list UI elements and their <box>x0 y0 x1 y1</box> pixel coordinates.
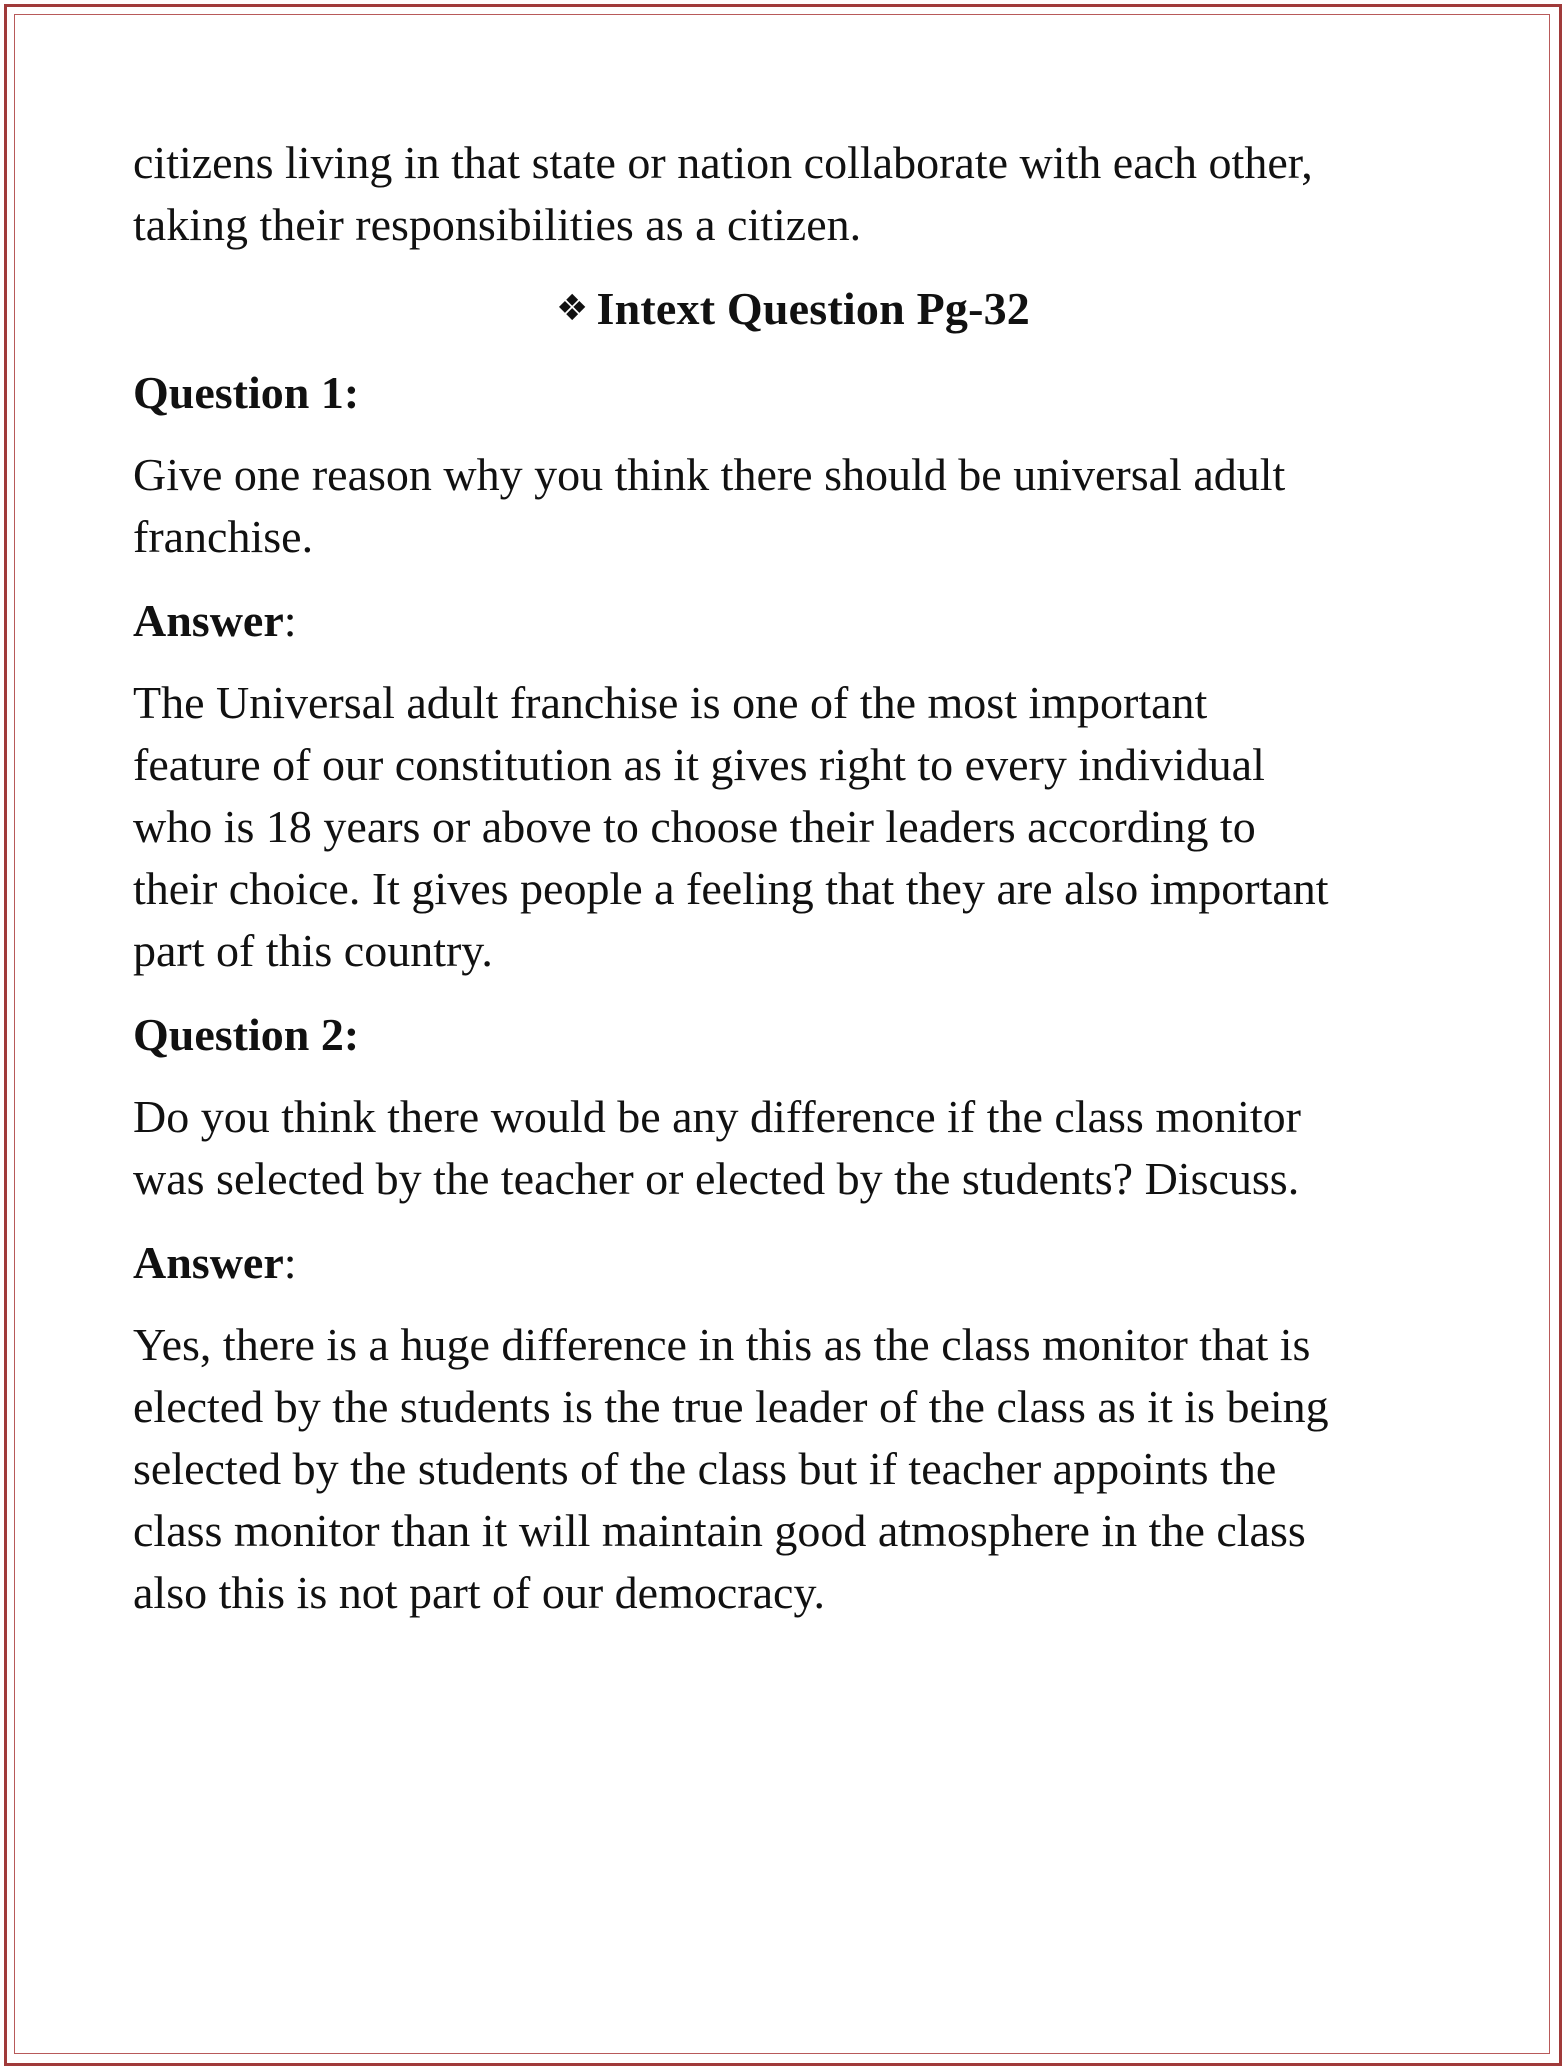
text-line: Do you think there would be any difference if the class monitor <box>133 1091 1301 1142</box>
text-line: taking their responsibilities as a citizen. <box>133 199 862 250</box>
text-line: part of this country. <box>133 925 493 976</box>
text-line: citizens living in that state or nation collaborate with each other, <box>133 137 1313 188</box>
text-line: also this is not part of our democracy. <box>133 1567 825 1618</box>
diamond-bullet-icon: ❖ <box>555 288 589 329</box>
text-line: their choice. It gives people a feeling that they are also important <box>133 863 1329 914</box>
answer-1-text <box>133 672 1453 982</box>
text-line: The Universal adult franchise is one of the most important <box>133 677 1208 728</box>
question-1-label: Question 1: <box>133 367 360 418</box>
text-line: was selected by the teacher or elected by the students? Discuss. <box>133 1153 1300 1204</box>
answer-2-label <box>133 1232 1453 1294</box>
question-1-text <box>133 444 1453 568</box>
text-line: feature of our constitution as it gives right to every individual <box>133 739 1265 790</box>
section-title: Intext Question Pg-32 <box>596 283 1030 334</box>
text-line: elected by the students is the true leader of the class as it is being <box>133 1381 1329 1432</box>
text-line: class monitor than it will maintain good atmosphere in the class <box>133 1505 1306 1556</box>
answer-1-label <box>133 590 1453 652</box>
answer-label-text: Answer <box>133 1237 284 1288</box>
answer-label-text: Answer <box>133 595 284 646</box>
intro-paragraph <box>133 132 1453 256</box>
text-line: Yes, there is a huge difference in this as the class monitor that is <box>133 1319 1311 1370</box>
text-line: Give one reason why you think there should be universal adult <box>133 449 1286 500</box>
answer-label-colon: : <box>283 595 297 646</box>
text-line: who is 18 years or above to choose their leaders according to <box>133 801 1256 852</box>
text-line: franchise. <box>133 511 314 562</box>
section-heading <box>133 278 1453 340</box>
page-content <box>133 132 1453 1624</box>
answer-label-colon: : <box>283 1237 297 1288</box>
answer-2-text <box>133 1314 1453 1624</box>
text-line: selected by the students of the class but if teacher appoints the <box>133 1443 1277 1494</box>
question-2-label: Question 2: <box>133 1009 360 1060</box>
question-2-text <box>133 1086 1453 1210</box>
